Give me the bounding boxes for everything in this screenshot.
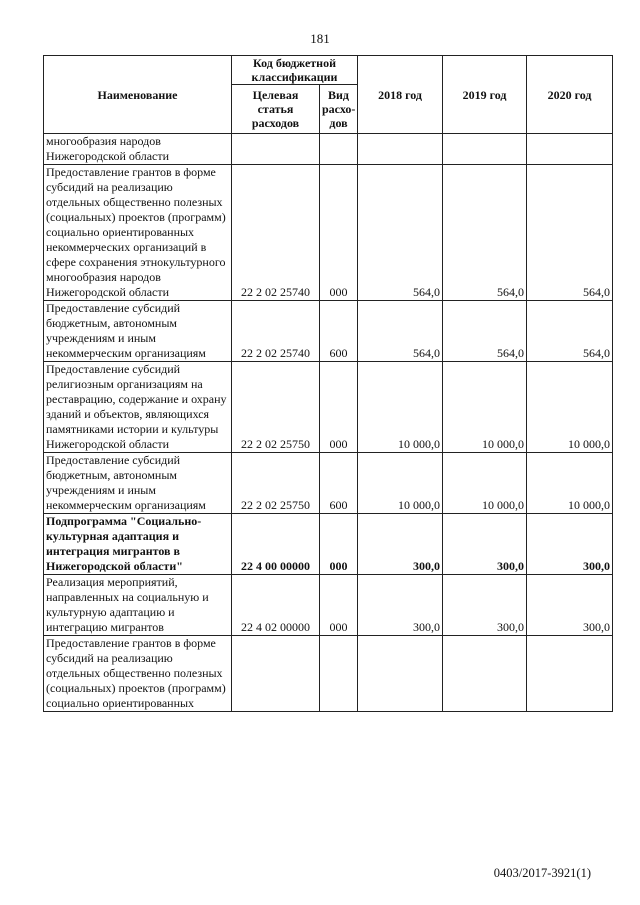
row-value-2018 — [358, 636, 443, 712]
row-name: Предоставление субсидий религиозным организациям на реставрацию, содержание и охрану зданий и объектов, являющихся памятниками истории и культуры Нижегородской области — [44, 362, 232, 453]
row-expense-kind: 000 — [320, 514, 358, 575]
header-2019: 2019 год — [443, 56, 527, 134]
table-row — [44, 575, 613, 636]
row-value-2020: 564,0 — [527, 301, 613, 362]
header-2018: 2018 год — [358, 56, 443, 134]
row-target-code: 22 2 02 25740 — [232, 301, 320, 362]
row-value-2020 — [527, 636, 613, 712]
row-value-2018: 300,0 — [358, 575, 443, 636]
row-expense-kind — [320, 636, 358, 712]
row-value-2018: 564,0 — [358, 301, 443, 362]
row-name: Предоставление грантов в форме субсидий на реализацию отдельных общественно полезных (социальных) проектов (программ) социально ориентированных — [44, 636, 232, 712]
row-expense-kind: 000 — [320, 165, 358, 301]
row-value-2019: 300,0 — [443, 514, 527, 575]
row-value-2020 — [527, 134, 613, 165]
row-value-2020: 564,0 — [527, 165, 613, 301]
budget-table — [43, 55, 613, 712]
row-value-2020: 300,0 — [527, 575, 613, 636]
document-code: 0403/2017-3921(1) — [493, 866, 591, 880]
row-target-code: 22 2 02 25750 — [232, 362, 320, 453]
row-name: Предоставление грантов в форме субсидий на реализацию отдельных общественно полезных (социальных) проектов (программ) социально ориентированных некоммерческих организаций в сфере сохранения этнокультурного многообразия народов Нижегородской области — [44, 165, 232, 301]
header-2020: 2020 год — [527, 56, 613, 134]
header-name: Наименование — [44, 56, 232, 134]
row-value-2018: 10 000,0 — [358, 362, 443, 453]
row-value-2018: 564,0 — [358, 165, 443, 301]
row-name: Предоставление субсидий бюджетным, автономным учреждениям и иным некоммерческим организациям — [44, 453, 232, 514]
table-row — [44, 636, 613, 712]
table-row — [44, 453, 613, 514]
row-target-code — [232, 134, 320, 165]
row-name: Реализация мероприятий, направленных на социальную и культурную адаптацию и интеграцию мигрантов — [44, 575, 232, 636]
row-name: многообразия народов Нижегородской области — [44, 134, 232, 165]
row-value-2018 — [358, 134, 443, 165]
page-number: 181 — [310, 31, 330, 46]
row-value-2019: 300,0 — [443, 575, 527, 636]
row-expense-kind — [320, 134, 358, 165]
row-value-2019: 10 000,0 — [443, 453, 527, 514]
header-target-article: Целевая статья расходов — [232, 85, 320, 134]
row-target-code: 22 4 00 00000 — [232, 514, 320, 575]
row-target-code — [232, 636, 320, 712]
row-target-code: 22 2 02 25740 — [232, 165, 320, 301]
row-value-2019 — [443, 636, 527, 712]
row-value-2020: 10 000,0 — [527, 453, 613, 514]
row-target-code: 22 4 02 00000 — [232, 575, 320, 636]
row-expense-kind: 600 — [320, 453, 358, 514]
table-row — [44, 165, 613, 301]
row-value-2019: 564,0 — [443, 301, 527, 362]
table-row — [44, 362, 613, 453]
row-target-code: 22 2 02 25750 — [232, 453, 320, 514]
table-row — [44, 134, 613, 165]
row-name: Предоставление субсидий бюджетным, автономным учреждениям и иным некоммерческим организациям — [44, 301, 232, 362]
row-value-2018: 10 000,0 — [358, 453, 443, 514]
table-row — [44, 301, 613, 362]
row-expense-kind: 600 — [320, 301, 358, 362]
row-expense-kind: 000 — [320, 362, 358, 453]
row-value-2018: 300,0 — [358, 514, 443, 575]
table-row — [44, 514, 613, 575]
row-value-2019 — [443, 134, 527, 165]
row-value-2019: 10 000,0 — [443, 362, 527, 453]
header-expense-kind: Вид расхо-дов — [320, 85, 358, 134]
row-value-2020: 300,0 — [527, 514, 613, 575]
row-name: Подпрограмма "Социально-культурная адаптация и интеграция мигрантов в Нижегородской области" — [44, 514, 232, 575]
header-classification-code: Код бюджетной классификации — [232, 56, 358, 85]
row-value-2019: 564,0 — [443, 165, 527, 301]
row-value-2020: 10 000,0 — [527, 362, 613, 453]
row-expense-kind: 000 — [320, 575, 358, 636]
